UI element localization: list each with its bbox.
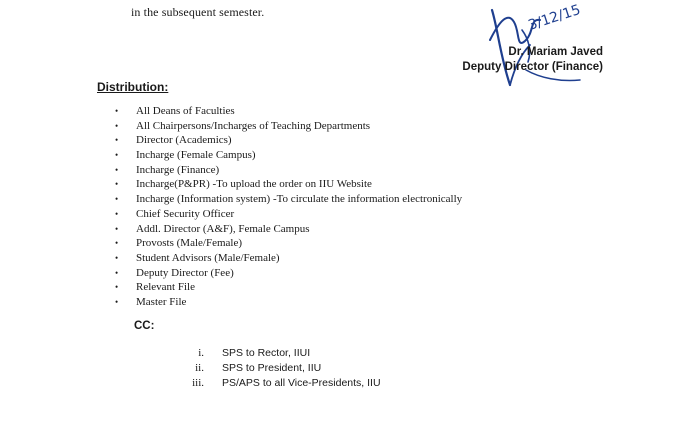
list-item: • All Deans of Faculties [115, 105, 235, 117]
bullet-icon: • [115, 135, 119, 146]
cc-item-number: iii. [192, 377, 204, 389]
signatory-title: Deputy Director (Finance) [462, 61, 603, 73]
bullet-icon: • [115, 296, 119, 307]
cc-item-text: PS/APS to all Vice-Presidents, IIU [222, 377, 381, 389]
list-item: • Master File [115, 295, 187, 308]
cc-item-text: SPS to Rector, IIUI [222, 347, 311, 359]
list-item: • Provosts (Male/Female) [115, 237, 243, 250]
list-item: • Incharge(P&PR) -To upload the order on IIU Website [115, 178, 372, 191]
signature-date: 3/12/15 [526, 1, 583, 34]
bullet-icon: • [115, 179, 119, 190]
cc-item [180, 346, 381, 361]
bullet-icon: • [115, 238, 119, 249]
cc-item [180, 376, 381, 391]
bullet-icon: • [115, 208, 119, 219]
cc-item-text: SPS to President, IIU [222, 362, 322, 374]
list-item: • Relevant File [115, 281, 195, 294]
bullet-icon: • [115, 252, 119, 263]
bullet-icon: • [115, 223, 119, 234]
list-item: • Incharge (Female Campus) [115, 149, 256, 162]
list-item: • Addl. Director (A&F), Female Campus [115, 222, 310, 235]
list-item: • Student Advisors (Male/Female) [115, 251, 280, 264]
cc-item-number: ii. [195, 362, 204, 374]
distribution-heading: Distribution: [97, 80, 169, 94]
bullet-icon: • [115, 120, 119, 131]
list-item: • Incharge (Finance) [115, 163, 220, 176]
bullet-icon: • [115, 106, 119, 116]
bullet-icon: • [115, 150, 119, 161]
intro-text: in the subsequent semester. [131, 5, 265, 19]
bullet-icon: • [115, 267, 119, 278]
list-item: • Director (Academics) [115, 134, 232, 147]
list-item: • All Chairpersons/Incharges of Teaching Departments [115, 119, 371, 132]
distribution-list [113, 104, 462, 310]
cc-list [180, 346, 381, 391]
cc-item [180, 361, 381, 376]
list-item: • Chief Security Officer [115, 207, 235, 220]
bullet-icon: • [115, 194, 119, 205]
cc-item-number: i. [198, 347, 204, 359]
bullet-icon: • [115, 282, 119, 293]
signatory-name: Dr. Mariam Javed [508, 46, 603, 58]
list-item: • Incharge (Information system) -To circulate the information electronically [115, 193, 463, 206]
bullet-icon: • [115, 164, 119, 175]
cc-heading: CC: [134, 320, 155, 332]
list-item: • Deputy Director (Fee) [115, 266, 234, 279]
